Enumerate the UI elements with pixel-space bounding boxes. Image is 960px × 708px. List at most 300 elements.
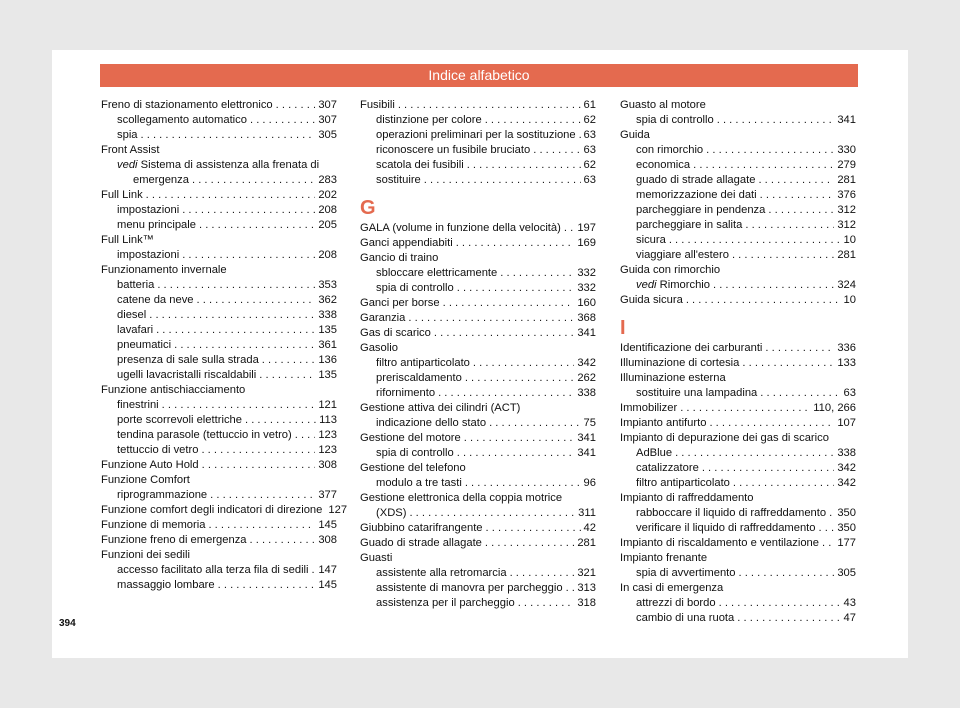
entry-page: 205 [318, 219, 337, 231]
index-subentry [620, 566, 856, 581]
index-subentry [101, 113, 337, 128]
entry-page: 61 [583, 99, 596, 111]
dot-leader [819, 521, 835, 536]
entry-term: Impianto frenante [620, 552, 708, 564]
dot-leader [424, 173, 581, 188]
index-entry [360, 551, 596, 566]
dot-leader [443, 296, 575, 311]
entry-term: Impianto antifurto [620, 417, 707, 429]
dot-leader [259, 368, 315, 383]
dot-leader [706, 143, 834, 158]
entry-page: 123 [318, 429, 337, 441]
entry-term: rifornimento [376, 387, 436, 399]
index-subentry [360, 506, 596, 521]
entry-term: assistenza per il parcheggio [376, 597, 515, 609]
dot-leader [157, 278, 315, 293]
dot-leader [192, 173, 315, 188]
index-subentry [620, 248, 856, 263]
index-entry [360, 98, 596, 113]
entry-page: 135 [318, 324, 337, 336]
dot-leader [467, 158, 581, 173]
entry-page: 10 [843, 234, 856, 246]
entry-page: 342 [577, 357, 596, 369]
entry-page: 307 [318, 99, 337, 111]
entry-page: 307 [318, 114, 337, 126]
dot-leader [675, 446, 834, 461]
entry-term: tettuccio di vetro [117, 444, 199, 456]
entry-term: Immobilizer [620, 402, 678, 414]
entry-page: 338 [837, 447, 856, 459]
entry-term: Funzione di memoria [101, 519, 206, 531]
entry-term: assistente alla retromarcia [376, 567, 507, 579]
entry-term: Full Link™ [101, 234, 154, 246]
dot-leader [533, 143, 580, 158]
dot-leader [250, 113, 315, 128]
dot-leader [485, 113, 581, 128]
index-subentry [620, 113, 856, 128]
dot-leader [760, 188, 835, 203]
index-entry [620, 371, 856, 386]
index-subentry [101, 413, 337, 428]
index-entry [101, 473, 337, 488]
entry-page: 43 [843, 597, 856, 609]
entry-page: 62 [583, 159, 596, 171]
dot-leader [686, 293, 841, 308]
entry-term: Gestione attiva dei cilindri (ACT) [360, 402, 521, 414]
index-subentry [101, 158, 337, 173]
dot-leader [438, 386, 574, 401]
entry-term: Funzione antischiacciamento [101, 384, 246, 396]
entry-page: 75 [583, 417, 596, 429]
entry-page: 47 [843, 612, 856, 624]
index-subentry [101, 488, 337, 503]
entry-page: 63 [583, 174, 596, 186]
dot-leader [719, 596, 841, 611]
entry-page: 281 [837, 249, 856, 261]
dot-leader [465, 476, 581, 491]
entry-term: Funzionamento invernale [101, 264, 227, 276]
entry-term: filtro antiparticolato [636, 477, 730, 489]
entry-page: 341 [837, 114, 856, 126]
entry-term: economica [636, 159, 691, 171]
entry-term: spia di controllo [376, 447, 454, 459]
entry-term: finestrini [117, 399, 159, 411]
entry-page: 353 [318, 279, 337, 291]
entry-page: 361 [318, 339, 337, 351]
index-entry [620, 401, 856, 416]
dot-leader [758, 173, 834, 188]
entry-page: 208 [318, 204, 337, 216]
index-entry [620, 356, 856, 371]
dot-leader [829, 506, 834, 521]
entry-page: 311 [578, 507, 596, 519]
entry-page: 308 [318, 459, 337, 471]
entry-page: 135 [318, 369, 337, 381]
index-entry [101, 518, 337, 533]
index-entry [101, 533, 337, 548]
dot-leader [489, 416, 580, 431]
dot-leader [250, 533, 316, 548]
entry-term: ugelli lavacristalli riscaldabili [117, 369, 257, 381]
dot-leader [518, 596, 575, 611]
dot-leader [276, 98, 316, 113]
entry-page: 110, 266 [813, 402, 856, 414]
dot-leader [765, 341, 834, 356]
entry-page: 208 [318, 249, 337, 261]
entry-term: indicazione dello stato [376, 417, 487, 429]
index-entry [360, 326, 596, 341]
index-subentry [101, 398, 337, 413]
entry-term: vedi Rimorchio [636, 279, 710, 291]
entry-page: 377 [318, 489, 337, 501]
entry-page: 169 [577, 237, 596, 249]
index-entry [620, 551, 856, 566]
index-entry [360, 341, 596, 356]
index-subentry [101, 308, 337, 323]
entry-term: In casi di emergenza [620, 582, 724, 594]
entry-term: Garanzia [360, 312, 406, 324]
dot-leader [768, 203, 834, 218]
index-subentry [101, 128, 337, 143]
index-entry [101, 548, 337, 563]
entry-page: 127 [328, 504, 348, 516]
entry-page: 312 [837, 204, 856, 216]
index-subentry [620, 461, 856, 476]
entry-page: 123 [318, 444, 337, 456]
dot-leader [737, 611, 840, 626]
index-entry [620, 128, 856, 143]
index-subentry [360, 581, 596, 596]
index-entry [360, 401, 596, 416]
entry-term: parcheggiare in pendenza [636, 204, 766, 216]
dot-leader [693, 158, 834, 173]
entry-term: porte scorrevoli elettriche [117, 414, 242, 426]
entry-term: Guida sicura [620, 294, 683, 306]
entry-page: 42 [583, 522, 596, 534]
index-entry [360, 461, 596, 476]
entry-page: 350 [837, 507, 856, 519]
dot-leader [739, 566, 835, 581]
entry-term: Front Assist [101, 144, 160, 156]
dot-leader [709, 416, 834, 431]
entry-page: 338 [577, 387, 596, 399]
dot-leader [208, 518, 315, 533]
index-subentry [101, 368, 337, 383]
entry-page: 96 [583, 477, 596, 489]
index-subentry [620, 188, 856, 203]
entry-term: Ganci per borse [360, 297, 440, 309]
entry-term: Funzione comfort degli indicatori di direzione [101, 504, 323, 516]
entry-page: 313 [577, 582, 596, 594]
dot-leader [564, 221, 574, 236]
entry-page: 136 [318, 354, 337, 366]
index-subentry [360, 596, 596, 611]
entry-page: 10 [843, 294, 856, 306]
dot-leader [245, 413, 316, 428]
dot-leader [408, 311, 574, 326]
index-entry [101, 98, 337, 113]
entry-page: 330 [837, 144, 856, 156]
entry-page: 133 [837, 357, 856, 369]
dot-leader [146, 188, 316, 203]
entry-term: Gestione del telefono [360, 462, 466, 474]
entry-page: 113 [319, 414, 337, 426]
entry-term: Gas di scarico [360, 327, 431, 339]
index-entry [620, 491, 856, 506]
index-subentry [360, 476, 596, 491]
dot-leader [485, 536, 574, 551]
index-subentry [360, 113, 596, 128]
entry-page: 63 [583, 144, 596, 156]
index-subentry [101, 218, 337, 233]
dot-leader [162, 398, 316, 413]
index-subentry [360, 173, 596, 188]
entry-page: 341 [577, 327, 596, 339]
entry-term: emergenza [133, 174, 189, 186]
entry-term: riconoscere un fusibile bruciato [376, 144, 531, 156]
entry-term: verificare il liquido di raffreddamento [636, 522, 816, 534]
entry-term: guado di strade allagate [636, 174, 756, 186]
entry-term: GALA (volume in funzione della velocità) [360, 222, 561, 234]
dot-leader [174, 338, 315, 353]
entry-term: AdBlue [636, 447, 673, 459]
entry-page: 312 [837, 219, 856, 231]
entry-term: filtro antiparticolato [376, 357, 470, 369]
entry-term: scollegamento automatico [117, 114, 247, 126]
entry-page: 341 [577, 447, 596, 459]
index-column-3 [620, 98, 856, 626]
dot-leader [182, 203, 315, 218]
index-subentry [360, 446, 596, 461]
dot-leader [566, 581, 575, 596]
dot-leader [702, 461, 835, 476]
entry-term: Guida [620, 129, 650, 141]
dot-leader [486, 521, 581, 536]
dot-leader [149, 308, 315, 323]
entry-page: 332 [577, 267, 596, 279]
index-column-1 [101, 98, 348, 593]
entry-term: attrezzi di bordo [636, 597, 716, 609]
entry-page: 342 [837, 462, 856, 474]
entry-term: catalizzatore [636, 462, 699, 474]
index-subentry [360, 266, 596, 281]
entry-term: catene da neve [117, 294, 194, 306]
dot-leader [141, 128, 316, 143]
entry-term: spia [117, 129, 138, 141]
entry-page: 283 [318, 174, 337, 186]
entry-term: Funzione Comfort [101, 474, 190, 486]
index-subentry [101, 578, 337, 593]
page-number: 394 [59, 618, 76, 629]
entry-term: Freno di stazionamento elettronico [101, 99, 273, 111]
index-subentry [360, 128, 596, 143]
dot-leader [218, 578, 316, 593]
entry-page: 177 [837, 537, 856, 549]
dot-leader [457, 281, 575, 296]
index-entry [360, 296, 596, 311]
index-subentry [620, 611, 856, 626]
entry-term: Funzioni dei sedili [101, 549, 190, 561]
index-subentry [360, 371, 596, 386]
index-subentry [620, 596, 856, 611]
entry-page: 202 [318, 189, 337, 201]
entry-term: riprogrammazione [117, 489, 208, 501]
entry-term: Funzione Auto Hold [101, 459, 199, 471]
entry-term: lavafari [117, 324, 154, 336]
dot-leader [745, 218, 834, 233]
entry-term: Impianto di raffreddamento [620, 492, 754, 504]
index-subentry [360, 386, 596, 401]
dot-leader [579, 128, 581, 143]
entry-term: (XDS) [376, 507, 407, 519]
dot-leader [210, 488, 315, 503]
index-entry [620, 293, 856, 308]
entry-page: 262 [577, 372, 596, 384]
page-title: Indice alfabetico [100, 64, 858, 87]
entry-term: presenza di sale sulla strada [117, 354, 259, 366]
entry-term: menu principale [117, 219, 196, 231]
index-column-2 [360, 98, 596, 611]
entry-page: 281 [577, 537, 596, 549]
index-subentry [101, 248, 337, 263]
entry-page: 336 [837, 342, 856, 354]
dot-leader [409, 506, 575, 521]
entry-term: con rimorchio [636, 144, 704, 156]
entry-term: Full Link [101, 189, 143, 201]
dot-leader [434, 326, 574, 341]
entry-term: operazioni preliminari per la sostituzione [376, 129, 576, 141]
index-entry [360, 521, 596, 536]
entry-page: 362 [318, 294, 337, 306]
entry-term: massaggio lombare [117, 579, 215, 591]
entry-term: Guasto al motore [620, 99, 706, 111]
index-subentry [620, 218, 856, 233]
index-entry [360, 536, 596, 551]
entry-page: 318 [577, 597, 596, 609]
dot-leader [733, 476, 834, 491]
entry-term: sostituire [376, 174, 421, 186]
index-entry [101, 188, 337, 203]
dot-leader [742, 356, 834, 371]
index-subentry [101, 173, 337, 188]
index-entry [620, 98, 856, 113]
entry-term: Illuminazione di cortesia [620, 357, 740, 369]
dot-leader [262, 353, 316, 368]
entry-page: 324 [837, 279, 856, 291]
dot-leader [197, 293, 316, 308]
dot-leader [473, 356, 574, 371]
entry-term: sostituire una lampadina [636, 387, 758, 399]
index-entry [101, 263, 337, 278]
entry-term: scatola dei fusibili [376, 159, 464, 171]
entry-term: Identificazione dei carburanti [620, 342, 763, 354]
index-subentry [360, 143, 596, 158]
index-entry [360, 236, 596, 251]
index-subentry [360, 416, 596, 431]
index-entry [620, 581, 856, 596]
index-subentry [620, 521, 856, 536]
index-entry [620, 431, 856, 446]
index-subentry [620, 476, 856, 491]
entry-term: Impianto di riscaldamento e ventilazione [620, 537, 819, 549]
entry-term: spia di controllo [376, 282, 454, 294]
entry-page: 63 [583, 129, 596, 141]
entry-term: sbloccare elettricamente [376, 267, 498, 279]
dot-leader [201, 443, 315, 458]
entry-page: 332 [577, 282, 596, 294]
dot-leader [732, 248, 834, 263]
entry-term: distinzione per colore [376, 114, 482, 126]
entry-page: 321 [577, 567, 596, 579]
dot-leader [199, 218, 315, 233]
entry-term: Guado di strade allagate [360, 537, 482, 549]
entry-page: 145 [318, 579, 337, 591]
entry-term: Fusibili [360, 99, 395, 111]
dot-leader [464, 431, 575, 446]
index-entry [360, 311, 596, 326]
entry-term: impostazioni [117, 204, 180, 216]
entry-term: Gestione elettronica della coppia motrice [360, 492, 563, 504]
index-subentry [101, 428, 337, 443]
dot-leader [456, 236, 575, 251]
index-subentry [620, 506, 856, 521]
index-subentry [360, 566, 596, 581]
dot-leader [202, 458, 316, 473]
entry-page: 281 [837, 174, 856, 186]
section-letter: G [360, 197, 376, 219]
dot-leader [156, 323, 315, 338]
index-entry [101, 458, 337, 473]
entry-term: spia di controllo [636, 114, 714, 126]
dot-leader [398, 98, 581, 113]
entry-page: 368 [577, 312, 596, 324]
entry-term: cambio di una ruota [636, 612, 735, 624]
entry-term: Gasolio [360, 342, 398, 354]
index-subentry [620, 173, 856, 188]
entry-term: parcheggiare in salita [636, 219, 743, 231]
entry-term: Illuminazione esterna [620, 372, 726, 384]
entry-term: Impianto di depurazione dei gas di scarico [620, 432, 829, 444]
index-entry [101, 143, 337, 158]
dot-leader [669, 233, 841, 248]
entry-term: Guasti [360, 552, 393, 564]
index-subentry [360, 281, 596, 296]
entry-page: 350 [837, 522, 856, 534]
index-subentry [101, 203, 337, 218]
entry-term: diesel [117, 309, 147, 321]
entry-page: 62 [583, 114, 596, 126]
entry-page: 341 [577, 432, 596, 444]
dot-leader [713, 278, 834, 293]
index-subentry [360, 356, 596, 371]
entry-page: 279 [837, 159, 856, 171]
entry-term: Gancio di traino [360, 252, 439, 264]
index-subentry [101, 278, 337, 293]
index-subentry [360, 158, 596, 173]
entry-term: assistente di manovra per parcheggio [376, 582, 563, 594]
index-entry [101, 233, 337, 248]
dot-leader [295, 428, 316, 443]
entry-term: Gestione del motore [360, 432, 461, 444]
entry-page: 147 [318, 564, 337, 576]
index-entry [360, 221, 596, 236]
entry-term: Guida con rimorchio [620, 264, 721, 276]
entry-page: 342 [837, 477, 856, 489]
index-subentry [620, 386, 856, 401]
entry-term: Giubbino catarifrangente [360, 522, 483, 534]
index-subentry [101, 443, 337, 458]
index-entry [620, 263, 856, 278]
